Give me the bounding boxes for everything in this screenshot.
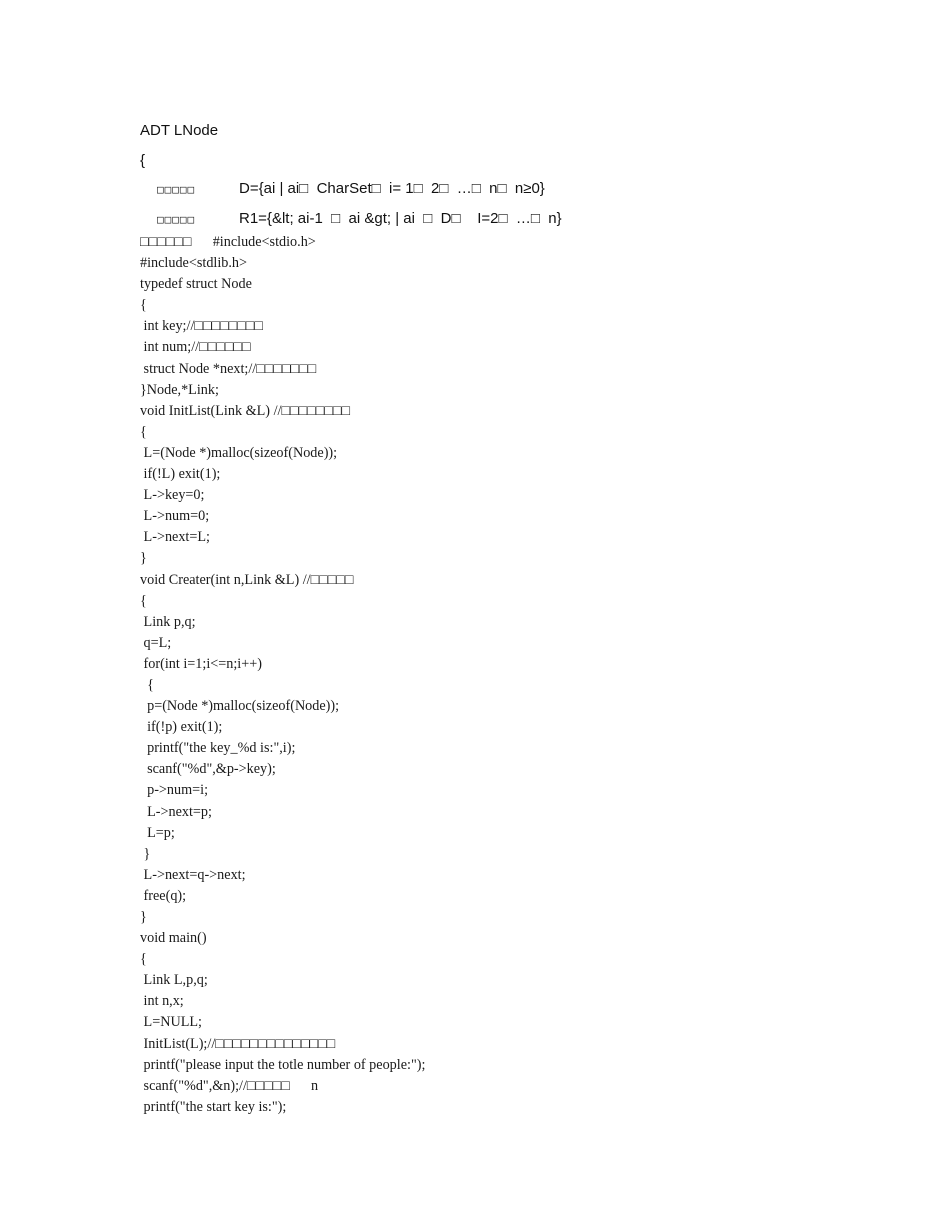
code-line: printf("the start key is:");: [140, 1098, 287, 1115]
code-line: for(int i=1;i<=n;i++): [140, 655, 262, 672]
code-line: int num;//□□□□□□: [140, 339, 251, 356]
code-line: {: [140, 297, 147, 314]
code-line: void InitList(Link &L) //□□□□□□□□: [140, 402, 351, 419]
code-line: if(!L) exit(1);: [140, 466, 221, 483]
code-line: struct Node *next;//□□□□□□□: [140, 360, 317, 377]
code-line: scanf("%d",&p->key);: [140, 761, 276, 778]
code-line: if(!p) exit(1);: [140, 719, 223, 736]
code-line: {: [140, 423, 147, 440]
definition-value-relation: R1={&lt; ai-1 □ ai &gt; | ai □ D□ I=2□ …□ n}: [239, 210, 562, 227]
code-line: void Creater(int n,Link &L) //□□□□□: [140, 571, 354, 588]
code-line: }: [140, 550, 147, 567]
code-listing: [140, 232, 840, 1118]
adt-heading: ADT LNode: [140, 122, 219, 139]
code-line: void main(): [140, 930, 207, 947]
code-line: p->num=i;: [140, 782, 209, 799]
code-line: L=NULL;: [140, 1014, 202, 1031]
code-line: #include<stdlib.h>: [140, 255, 248, 272]
code-line: Link p,q;: [140, 613, 196, 630]
code-line: L=(Node *)malloc(sizeof(Node));: [140, 444, 338, 461]
code-line: q=L;: [140, 634, 172, 651]
code-line: }Node,*Link;: [140, 381, 219, 398]
code-line: scanf("%d",&n);//□□□□□ n: [140, 1077, 319, 1094]
code-line: {: [140, 951, 147, 968]
code-line: {: [140, 676, 154, 693]
code-line: }: [140, 909, 147, 925]
code-line: L->num=0;: [140, 508, 210, 525]
code-line: free(q);: [140, 887, 187, 904]
code-line: □□□□□□ #include<stdio.h>: [140, 234, 316, 250]
code-line: InitList(L);//□□□□□□□□□□□□□□: [140, 1035, 336, 1052]
code-line: int n,x;: [140, 993, 184, 1010]
code-line: printf("the key_%d is:",i);: [140, 740, 296, 757]
code-line: typedef struct Node: [140, 276, 252, 293]
code-line: L->key=0;: [140, 487, 205, 504]
definition-value-data: D={ai | ai□ CharSet□ i= 1□ 2□ …□ n□ n≥0}: [239, 180, 545, 197]
code-line: }: [140, 845, 151, 862]
definition-label-data: □□□□□: [157, 183, 196, 196]
code-line: {: [140, 592, 147, 609]
open-brace: {: [140, 152, 146, 169]
code-line: Link L,p,q;: [140, 972, 208, 989]
definition-label-relation: □□□□□: [157, 213, 196, 226]
code-line: L->next=q->next;: [140, 866, 246, 883]
code-line: L=p;: [140, 824, 175, 841]
code-line: printf("please input the totle number of people:");: [140, 1056, 426, 1073]
code-line: L->next=L;: [140, 529, 210, 546]
code-line: p=(Node *)malloc(sizeof(Node));: [140, 698, 340, 715]
code-line: int key;//□□□□□□□□: [140, 318, 263, 335]
code-line: L->next=p;: [140, 803, 212, 820]
